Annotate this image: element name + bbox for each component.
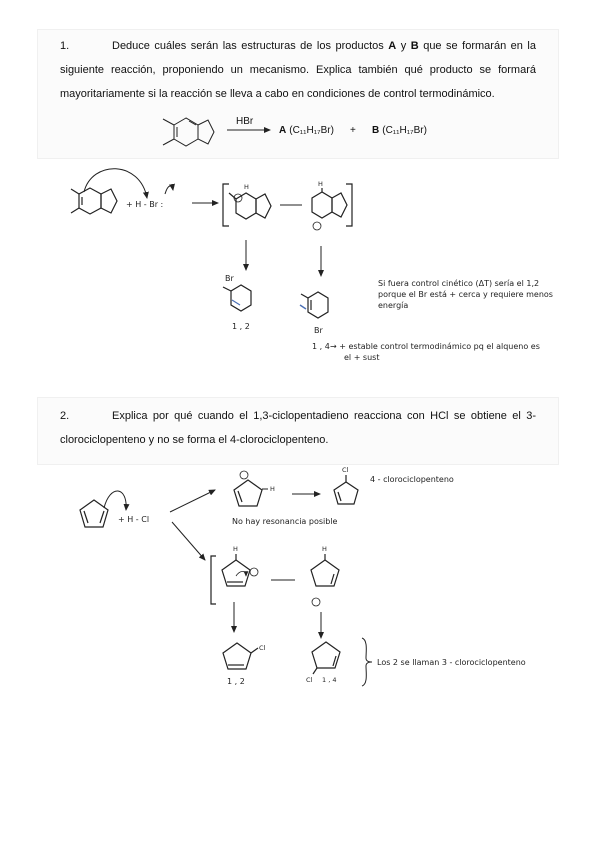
a2-product-14 xyxy=(312,642,340,674)
a2-h-label-1: H xyxy=(233,545,238,553)
a1-start-molecule xyxy=(71,188,117,214)
question-1-text-rest: que se formarán en la siguiente reacción, proponiendo un mecanismo. Explica también qué producto se formará mayoritariamente si la reacción se lleva a cabo en condiciones de control termodinámico. xyxy=(60,40,536,100)
a2-cation-upper xyxy=(234,480,262,506)
q1-product-a xyxy=(279,125,334,136)
a1-blue-mark-2 xyxy=(300,305,306,309)
a2-plus-charge-1 xyxy=(250,568,258,576)
a2-product-12 xyxy=(223,643,258,669)
q1-product-b-letter: B xyxy=(372,125,380,136)
question-1-number: 1. xyxy=(60,40,70,52)
a2-curved-arrow xyxy=(236,572,246,577)
a2-h-upper: H xyxy=(270,485,275,493)
question-1-bold-a: A xyxy=(388,40,397,52)
a1-product-12 xyxy=(223,285,251,311)
a2-product-4cl xyxy=(334,475,358,504)
question-2-body: Explica por qué cuando el 1,3-ciclopentadieno reacciona con HCl se obtiene el 3-clorociclopenteno y no se forma el 4-clorociclopenteno. xyxy=(60,410,536,446)
q1-product-b-formula: (C₁₁H₁₇Br) xyxy=(382,125,427,136)
a1-plus-charge-2 xyxy=(313,222,321,230)
a1-note-kinetic-line-3: energía xyxy=(378,301,409,310)
a2-cl-14: Cl xyxy=(306,676,313,684)
q1-product-a-letter: A xyxy=(279,125,287,136)
a2-allyl-cation-1 xyxy=(222,554,250,586)
a1-bracket-left xyxy=(223,184,229,226)
q1-product-a-formula: (C₁₁H₁₇Br) xyxy=(289,125,334,136)
question-1-bold-b: B xyxy=(410,40,419,52)
a2-allyl-cation-2 xyxy=(311,554,339,586)
a1-blue-mark-1 xyxy=(232,300,240,305)
a2-curly-brace xyxy=(362,638,372,686)
a1-note-thermo-line-1: → + estable control termodinámico pq el alqueno es xyxy=(330,342,540,351)
a2-electron-arrow-1 xyxy=(104,491,126,510)
q1-product-b xyxy=(372,125,427,136)
a2-arrow-lower xyxy=(172,522,205,560)
a2-cl-12: Cl xyxy=(259,644,266,652)
a1-note-kinetic-line-1: Si fuera control cinético (ΔT) sería el 1,2 xyxy=(378,279,540,288)
a1-note-thermo-line-2: el + sust xyxy=(344,353,380,362)
a2-label-14: 1 , 4 xyxy=(322,676,337,684)
a1-label-12: 1 , 2 xyxy=(232,322,250,331)
q1-reactant-molecule xyxy=(163,118,214,146)
a2-arrow-upper xyxy=(170,490,215,512)
a1-reagent: + H - Br : xyxy=(126,200,164,209)
a1-note-kinetic-line-2: porque el Br está + cerca y requiere menos xyxy=(378,290,553,299)
a2-cyclopentadiene xyxy=(80,500,108,527)
a2-conclusion: Los 2 se llaman 3 - clorociclopenteno xyxy=(377,658,526,667)
a1-br-label: Br xyxy=(314,326,323,335)
a2-h-label-2: H xyxy=(322,545,327,553)
a2-product-4-name: 4 - clorociclopenteno xyxy=(370,475,454,484)
a1-label-14: 1 , 4 xyxy=(312,342,330,351)
q1-reagent: HBr xyxy=(236,116,254,127)
a1-intermediate-1 xyxy=(229,193,271,219)
a1-electron-arrow-2 xyxy=(165,186,173,194)
a2-cl-upper: Cl xyxy=(342,466,349,474)
question-1-text-and: y xyxy=(396,40,411,52)
a1-product-14 xyxy=(301,292,328,318)
q1-plus: + xyxy=(350,125,356,136)
a1-electron-arrow-1 xyxy=(84,169,147,198)
a2-plus-charge-2 xyxy=(312,598,320,606)
a2-no-resonance: No hay resonancia posible xyxy=(232,517,338,526)
a2-bracket-left xyxy=(211,556,216,604)
a1-br-top: Br xyxy=(225,274,234,283)
question-2-number: 2. xyxy=(60,410,70,422)
a2-reagent: + H - Cl xyxy=(118,515,150,524)
a2-label-12: 1 , 2 xyxy=(227,677,245,686)
a1-h-label-1: H xyxy=(244,183,249,191)
a2-plus-charge-upper xyxy=(240,471,248,479)
a1-intermediate-2 xyxy=(312,188,347,218)
a1-h-label-2: H xyxy=(318,180,323,188)
question-1-text-part: Deduce cuáles serán las estructuras de los productos xyxy=(112,40,389,52)
